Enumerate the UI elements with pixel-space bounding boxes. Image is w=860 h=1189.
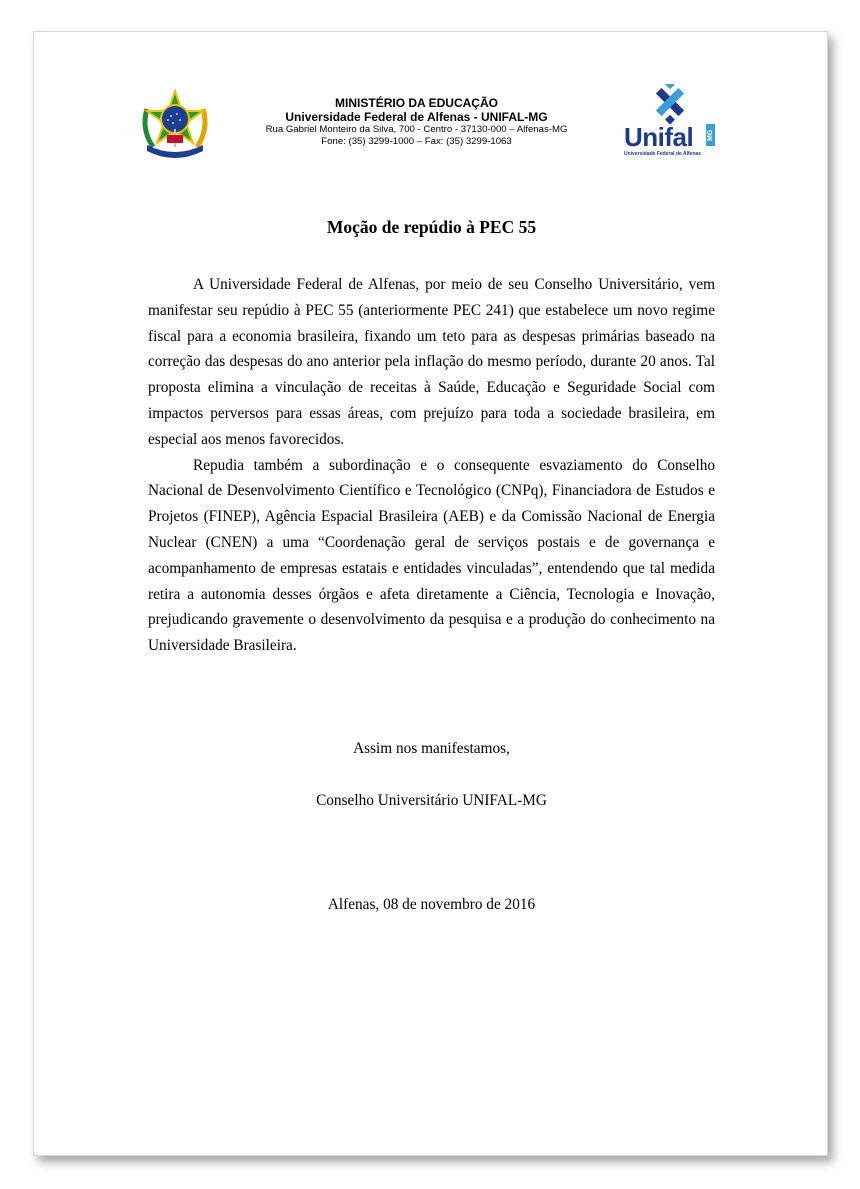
body-paragraph: Repudia também a subordinação e o consequente esvaziamento do Conselho Nacional de Desenvolvimento Científico e Tecnológico (CNPq), Financiadora de Estudos e Projetos (FINEP), Agência Espacial Brasileira (AEB) e da Comissão Nacional de Energia Nuclear (CNEN) a uma “Coordenação geral de serviços postais e de governança e acompanhamento de empresas estatais e entidades vinculadas”, entendendo que tal medida retira a autonomia desses órgãos e afeta diretamente a Ciência, Tecnologia e Inovação, prejudicando gravemente o desenvolvimento da pesquisa e a produção do conhecimento na Universidade Brasileira. [148, 456, 715, 655]
signature: Conselho Universitário UNIFAL-MG [316, 792, 547, 809]
document-page [33, 31, 828, 1156]
university-phone: Fone: (35) 3299-1000 – Fax: (35) 3299-1063 [321, 136, 512, 147]
closing-line: Assim nos manifestamos, [353, 740, 510, 757]
body-paragraph: A Universidade Federal de Alfenas, por meio de seu Conselho Universitário, vem manifestar seu repúdio à PEC 55 (anteriormente PEC 241) que estabelece um novo regime fiscal para a economia brasileira, fixando um teto para as despesas primárias baseado na correção das despesas do ano anterior pela inflação do mesmo período, durante 20 anos. Tal proposta elimina a vinculação de receitas à Saúde, Educação e Seguridade Social com impactos perversos para essas áreas, com prejuízo para toda a sociedade brasileira, em especial aos menos favorecidos. [148, 276, 715, 448]
unifal-logo-subtitle: Universidade Federal de Alfenas [624, 151, 702, 157]
document-title: Moção de repúdio à PEC 55 [326, 217, 537, 237]
letterhead-text [239, 96, 594, 148]
ministry-name: MINISTÉRIO DA EDUCAÇÃO [335, 96, 498, 110]
letterhead [34, 32, 827, 172]
unifal-x-logo-icon [620, 84, 720, 124]
unifal-logo-word: Unifal [624, 122, 694, 152]
place-and-date: Alfenas, 08 de novembro de 2016 [327, 896, 536, 913]
university-address: Rua Gabriel Monteiro da Silva, 700 - Centro - 37130-000 – Alfenas-MG [265, 124, 568, 135]
unifal-logo-badge: MG [706, 124, 715, 146]
university-name: Universidade Federal de Alfenas - UNIFAL-MG [285, 110, 548, 124]
brazil-coat-of-arms-icon [137, 89, 213, 161]
document-body [148, 272, 715, 659]
unifal-logo [620, 84, 720, 164]
